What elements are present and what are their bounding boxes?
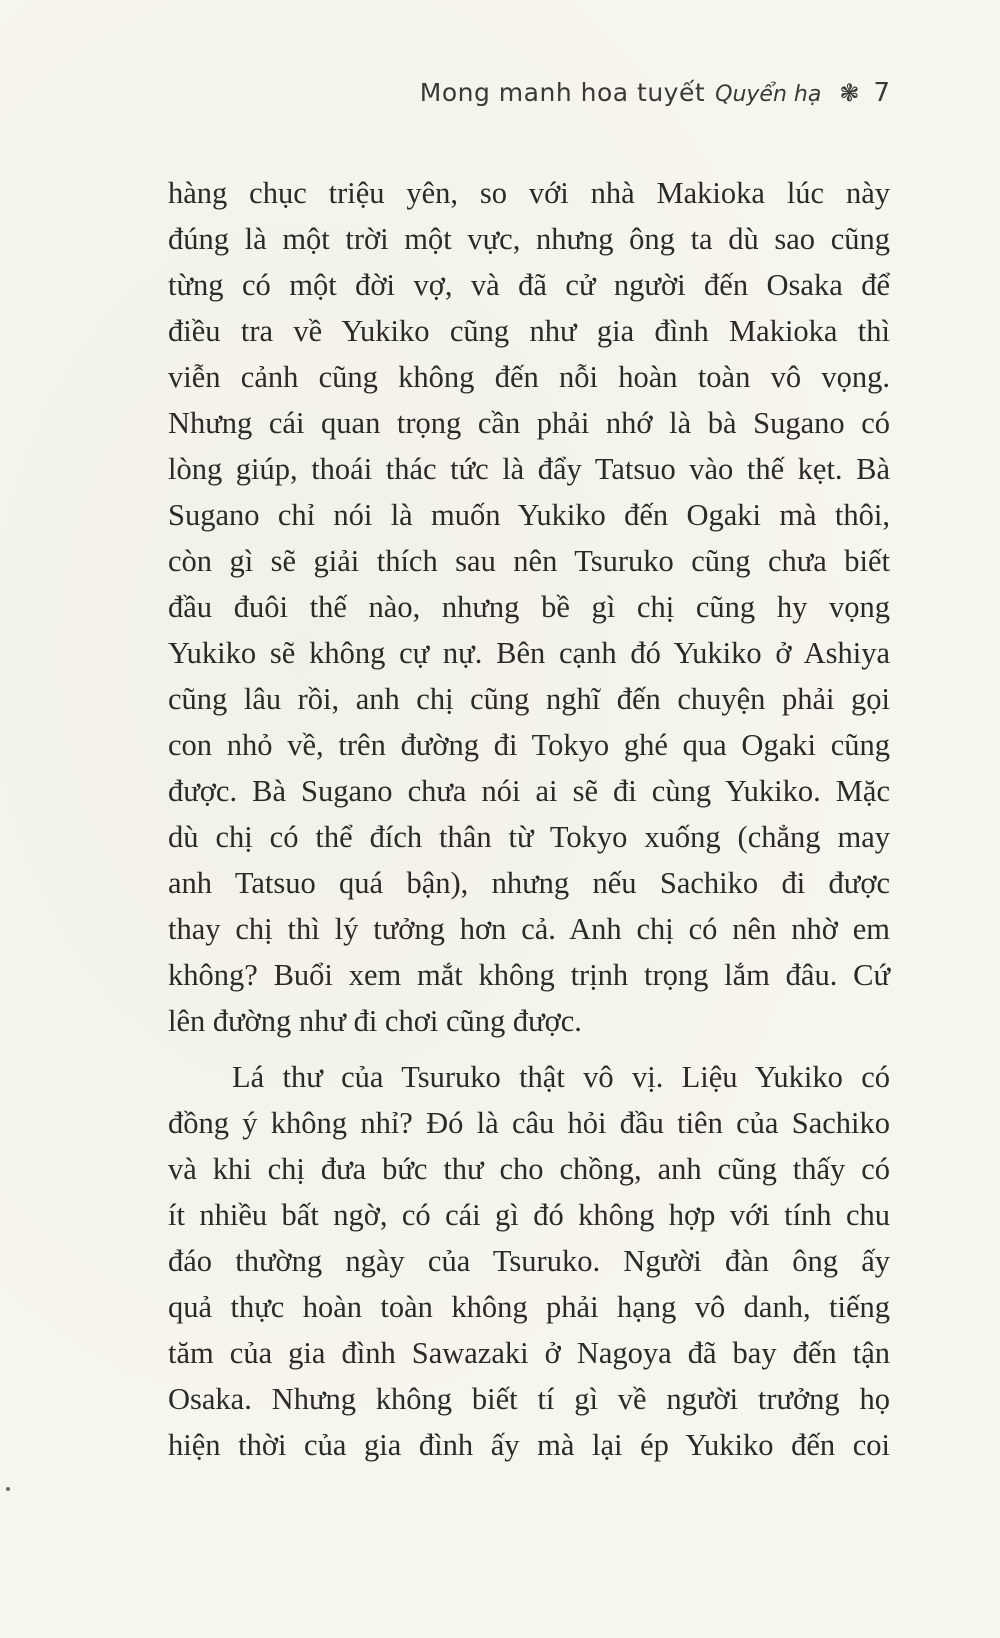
- flower-ornament-icon: ❃: [839, 79, 860, 107]
- text-line: Nhưng cái quan trọng cần phải nhớ là bà Sugano có: [168, 406, 890, 440]
- text-line: đúng là một trời một vực, nhưng ông ta dù sao cũng: [168, 222, 890, 256]
- text-line: ít nhiều bất ngờ, có cái gì đó không hợp với tính chu: [168, 1198, 890, 1232]
- text-line: lòng giúp, thoái thác tức là đẩy Tatsuo vào thế kẹt. Bà: [168, 452, 890, 486]
- text-line: hiện thời của gia đình ấy mà lại ép Yukiko đến coi: [168, 1428, 890, 1462]
- volume-label: Quyển hạ: [715, 82, 822, 107]
- paragraph-gap: [168, 1044, 890, 1054]
- text-line: thay chị thì lý tưởng hơn cả. Anh chị có nên nhờ em: [168, 912, 890, 946]
- text-line: và khi chị đưa bức thư cho chồng, anh cũng thấy có: [168, 1152, 890, 1186]
- text-line: tăm của gia đình Sawazaki ở Nagoya đã bay đến tận: [168, 1336, 890, 1370]
- text-line: cũng lâu rồi, anh chị cũng nghĩ đến chuyện phải gọi: [168, 682, 890, 716]
- text-line: quả thực hoàn toàn không phải hạng vô danh, tiếng: [168, 1290, 890, 1324]
- text-line: con nhỏ về, trên đường đi Tokyo ghé qua Ogaki cũng: [168, 728, 890, 762]
- page-number: 7: [873, 78, 890, 108]
- text-line: anh Tatsuo quá bận), nhưng nếu Sachiko đi được: [168, 866, 890, 900]
- text-line: đáo thường ngày của Tsuruko. Người đàn ông ấy: [168, 1244, 890, 1278]
- text-line: từng có một đời vợ, và đã cử người đến Osaka để: [168, 268, 890, 302]
- scan-speck: [6, 1487, 10, 1491]
- text-line: được. Bà Sugano chưa nói ai sẽ đi cùng Yukiko. Mặc: [168, 774, 890, 808]
- text-line: Osaka. Nhưng không biết tí gì về người trưởng họ: [168, 1382, 890, 1416]
- text-line: Yukiko sẽ không cự nự. Bên cạnh đó Yukiko ở Ashiya: [168, 636, 890, 670]
- text-line: hàng chục triệu yên, so với nhà Makioka lúc này: [168, 176, 890, 210]
- text-line: Sugano chỉ nói là muốn Yukiko đến Ogaki mà thôi,: [168, 498, 890, 532]
- text-line: đồng ý không nhỉ? Đó là câu hỏi đầu tiên của Sachiko: [168, 1106, 890, 1140]
- text-line: dù chị có thể đích thân từ Tokyo xuống (chẳng may: [168, 820, 890, 854]
- running-header: [420, 78, 890, 108]
- text-line: đầu đuôi thế nào, nhưng bề gì chị cũng hy vọng: [168, 590, 890, 624]
- book-title: Mong manh hoa tuyết: [419, 78, 706, 107]
- text-line: điều tra về Yukiko cũng như gia đình Makioka thì: [168, 314, 890, 348]
- text-line: Lá thư của Tsuruko thật vô vị. Liệu Yukiko có: [232, 1060, 890, 1094]
- text-line: lên đường như đi chơi cũng được.: [168, 1004, 582, 1038]
- text-line: viễn cảnh cũng không đến nỗi hoàn toàn vô vọng.: [168, 360, 890, 394]
- body-text: [168, 170, 890, 1468]
- text-line: không? Buổi xem mắt không trịnh trọng lắm đâu. Cứ: [168, 958, 890, 992]
- text-line: còn gì sẽ giải thích sau nên Tsuruko cũng chưa biết: [168, 544, 890, 578]
